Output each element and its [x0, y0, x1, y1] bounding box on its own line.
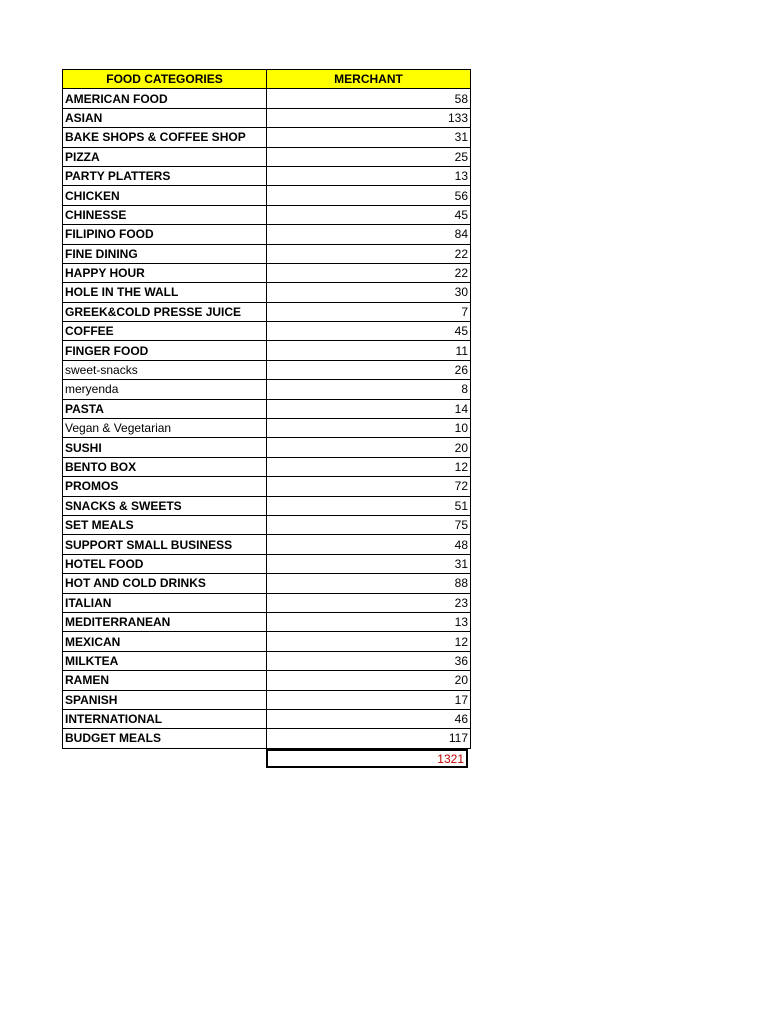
table-row: [63, 690, 471, 709]
merchant-count-cell: 12: [267, 632, 471, 651]
merchant-count-cell: 72: [267, 477, 471, 496]
category-cell: SUPPORT SMALL BUSINESS: [63, 535, 267, 554]
table-row: [63, 147, 471, 166]
table-row: [63, 166, 471, 185]
category-cell: BUDGET MEALS: [63, 729, 267, 748]
table-row: [63, 283, 471, 302]
category-cell: RAMEN: [63, 671, 267, 690]
table-row: [63, 535, 471, 554]
header-food-categories: FOOD CATEGORIES: [63, 70, 267, 89]
merchant-count-cell: 13: [267, 166, 471, 185]
table-row: [63, 438, 471, 457]
table-row: [63, 496, 471, 515]
table-row: [63, 477, 471, 496]
category-cell: CHINESSE: [63, 205, 267, 224]
category-cell: PARTY PLATTERS: [63, 166, 267, 185]
merchant-count-cell: 20: [267, 438, 471, 457]
category-cell: HOT AND COLD DRINKS: [63, 574, 267, 593]
table-row: [63, 632, 471, 651]
category-cell: SUSHI: [63, 438, 267, 457]
table-row: [63, 515, 471, 534]
merchant-count-cell: 48: [267, 535, 471, 554]
table-row: [63, 399, 471, 418]
merchant-count-cell: 133: [267, 108, 471, 127]
food-categories-table: [62, 69, 471, 749]
merchant-count-cell: 51: [267, 496, 471, 515]
merchant-count-cell: 75: [267, 515, 471, 534]
category-cell: SNACKS & SWEETS: [63, 496, 267, 515]
table-row: [63, 574, 471, 593]
table-row: [63, 89, 471, 108]
merchant-count-cell: 13: [267, 612, 471, 631]
category-cell: INTERNATIONAL: [63, 709, 267, 728]
merchant-count-cell: 25: [267, 147, 471, 166]
category-cell: meryenda: [63, 380, 267, 399]
category-cell: FINE DINING: [63, 244, 267, 263]
merchant-count-cell: 8: [267, 380, 471, 399]
category-cell: GREEK&COLD PRESSE JUICE: [63, 302, 267, 321]
merchant-count-cell: 14: [267, 399, 471, 418]
header-merchant: MERCHANT: [267, 70, 471, 89]
category-cell: ASIAN: [63, 108, 267, 127]
category-cell: MEXICAN: [63, 632, 267, 651]
category-cell: HOLE IN THE WALL: [63, 283, 267, 302]
category-cell: PIZZA: [63, 147, 267, 166]
table-row: [63, 360, 471, 379]
table-row: [63, 457, 471, 476]
merchant-count-cell: 45: [267, 205, 471, 224]
table-row: [63, 244, 471, 263]
category-cell: BENTO BOX: [63, 457, 267, 476]
category-cell: PASTA: [63, 399, 267, 418]
table-row: [63, 380, 471, 399]
category-cell: HOTEL FOOD: [63, 554, 267, 573]
merchant-count-cell: 17: [267, 690, 471, 709]
merchant-count-cell: 23: [267, 593, 471, 612]
table-row: [63, 302, 471, 321]
category-cell: MEDITERRANEAN: [63, 612, 267, 631]
merchant-count-cell: 7: [267, 302, 471, 321]
table-body: [63, 89, 471, 748]
table-row: [63, 108, 471, 127]
table-row: [63, 612, 471, 631]
merchant-count-cell: 12: [267, 457, 471, 476]
merchant-count-cell: 56: [267, 186, 471, 205]
food-categories-sheet: [62, 69, 470, 766]
table-row: [63, 341, 471, 360]
table-row: [63, 554, 471, 573]
table-row: [63, 205, 471, 224]
merchant-count-cell: 117: [267, 729, 471, 748]
merchant-count-cell: 31: [267, 554, 471, 573]
merchant-count-cell: 11: [267, 341, 471, 360]
category-cell: PROMOS: [63, 477, 267, 496]
table-row: [63, 651, 471, 670]
merchant-count-cell: 20: [267, 671, 471, 690]
category-cell: MILKTEA: [63, 651, 267, 670]
merchant-count-cell: 84: [267, 225, 471, 244]
category-cell: SET MEALS: [63, 515, 267, 534]
merchant-count-cell: 10: [267, 419, 471, 438]
category-cell: CHICKEN: [63, 186, 267, 205]
category-cell: HAPPY HOUR: [63, 263, 267, 282]
merchant-count-cell: 31: [267, 128, 471, 147]
merchant-total-cell: [266, 749, 468, 768]
table-row: [63, 729, 471, 748]
category-cell: FINGER FOOD: [63, 341, 267, 360]
category-cell: AMERICAN FOOD: [63, 89, 267, 108]
category-cell: Vegan & Vegetarian: [63, 419, 267, 438]
merchant-count-cell: 45: [267, 322, 471, 341]
table-row: [63, 186, 471, 205]
category-cell: BAKE SHOPS & COFFEE SHOP: [63, 128, 267, 147]
table-row: [63, 671, 471, 690]
category-cell: COFFEE: [63, 322, 267, 341]
merchant-total-value: 1321: [437, 752, 464, 766]
merchant-count-cell: 22: [267, 244, 471, 263]
table-row: [63, 709, 471, 728]
merchant-count-cell: 36: [267, 651, 471, 670]
table-row: [63, 225, 471, 244]
merchant-count-cell: 88: [267, 574, 471, 593]
category-cell: SPANISH: [63, 690, 267, 709]
category-cell: sweet-snacks: [63, 360, 267, 379]
table-row: [63, 322, 471, 341]
merchant-count-cell: 22: [267, 263, 471, 282]
table-row: [63, 263, 471, 282]
table-row: [63, 128, 471, 147]
header-row: [63, 70, 471, 89]
category-cell: ITALIAN: [63, 593, 267, 612]
merchant-count-cell: 26: [267, 360, 471, 379]
merchant-count-cell: 58: [267, 89, 471, 108]
table-row: [63, 419, 471, 438]
table-row: [63, 593, 471, 612]
merchant-count-cell: 46: [267, 709, 471, 728]
category-cell: FILIPINO FOOD: [63, 225, 267, 244]
merchant-count-cell: 30: [267, 283, 471, 302]
